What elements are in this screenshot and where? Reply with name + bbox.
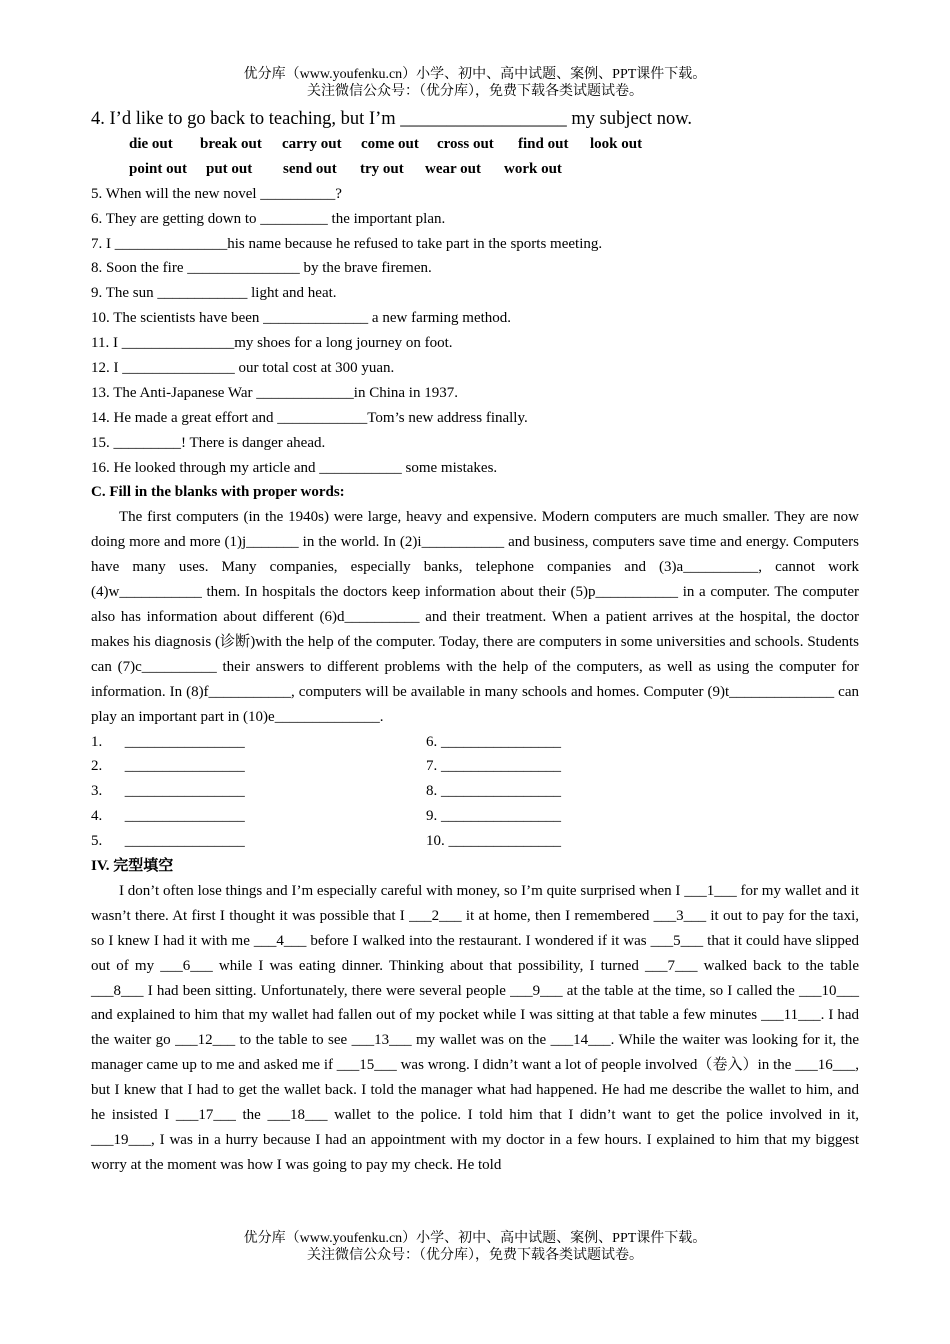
footer-line-2: 关注微信公众号：（优分库），免费下载各类试题试卷。 — [307, 1248, 643, 1263]
answer-line: 1. ________________ — [91, 733, 245, 750]
question-item: 8. Soon the fire _______________ by the brave firemen. — [91, 260, 432, 277]
question-item: 5. When will the new novel __________? — [91, 185, 342, 202]
answer-line: 3. ________________ — [91, 783, 245, 800]
phrase-item: die out — [129, 136, 173, 152]
phrase-item: wear out — [425, 160, 481, 177]
answer-line: 10. _______________ — [426, 833, 561, 850]
phrase-item: come out — [361, 136, 419, 152]
phrase-item: put out — [206, 160, 253, 177]
question-item: 10. The scientists have been ______________ a new farming method. — [91, 310, 512, 327]
phrase-item: carry out — [282, 136, 342, 152]
phrase-item: cross out — [437, 136, 494, 152]
question-4: 4. I’d like to go back to teaching, but I’m __________________ my subject now. — [91, 109, 692, 129]
answer-grid — [91, 730, 859, 855]
question-item: 11. I _______________my shoes for a long journey on foot. — [91, 335, 453, 352]
section-c-title: C. Fill in the blanks with proper words: — [91, 484, 345, 501]
page-footer — [0, 1230, 950, 1264]
phrase-item: look out — [590, 136, 643, 152]
answer-line: 9. ________________ — [426, 808, 561, 825]
answer-line: 5. ________________ — [91, 833, 245, 850]
answer-line: 4. ________________ — [91, 808, 245, 825]
question-item: 14. He made a great effort and ____________Tom’s new address finally. — [91, 409, 528, 426]
phrase-item: try out — [360, 160, 404, 177]
page-header — [0, 66, 950, 100]
header-line-1: 优分库（www.youfenku.cn）小学、初中、高中试题、案例、PPT课件下载。 — [243, 67, 707, 82]
section-iv-passage: I don’t often lose things and I’m especially careful with money, so I’m quite surprised when I ___1___ for my wallet and it wasn’t there. At first I thought it was possible that I ___2___ it at home, then I remembered ___3___ it out to pay for the taxi, so I knew I had it with me ___4___ before I walked into the restaurant. I wondered if it was ___5___ that it could have slipped out of my ___6___ while I was eating dinner. Thinking about that possibility, I turned ___7___ walked back to the table ___8___ I had been sitting. Unfortunately, there were several people ___9___ at the table at the time, so I called the ___10___ and explained to him that my wallet had fallen out of my pocket while I was sitting at that table a few minutes ___11___. I had the waiter go ___12___ to the table to see ___13___ my wallet was on the ___14___. While the waiter was looking for it, the manager came up to me and asked me if ___15___ was wrong. I didn’t want a lot of people involved（卷入）in the ___16___, but I knew that I had to get the wallet back. I told the manager what had happened. He had me describe the wallet to him, and he insisted I ___17___ the ___18___ wallet to the police. I told him that I didn’t want to get the police involved in it, ___19___, I was in a hurry because I had an appointment with my doctor in a few hours. I explained to him that my biggest worry at the moment was how I was going to pay my check. He told — [91, 882, 859, 1173]
question-item: 16. He looked through my article and ___________ some mistakes. — [91, 459, 498, 476]
answer-line: 6. ________________ — [426, 733, 561, 750]
section-c-passage: The first computers (in the 1940s) were large, heavy and expensive. Modern computers are much smaller. They are now doing more and more (1)j_______ in the world. In (2)i___________ and business, computers save time and energy. Computers have many uses. Many companies, especially banks, telephone companies and (3)a__________, cannot work (4)w___________ them. In hospitals the doctors keep information about their (5)p___________ in a computer. The computer also has information about different (6)d__________ and their treatment. When a patient arrives at the hospital, the doctor makes his diagnosis (诊断)with the help of the computer. Today, there are computers in some universities and schools. Students can (7)c__________ their answers to different problems with the help of the computers, as well as using the computer for information. In (8)f___________, computers will be available in many schools and homes. Computer (9)t______________ can play an important part in (10)e______________. — [91, 509, 859, 725]
footer-line-1: 优分库（www.youfenku.cn）小学、初中、高中试题、案例、PPT课件下载。 — [243, 1231, 707, 1246]
answer-line: 8. ________________ — [426, 783, 561, 800]
document-body — [91, 106, 859, 1178]
section-iv-title: IV. 完型填空 — [91, 858, 174, 875]
question-item: 6. They are getting down to _________ the important plan. — [91, 210, 446, 227]
answer-line: 2. ________________ — [91, 758, 245, 775]
header-line-2: 关注微信公众号：（优分库），免费下载各类试题试卷。 — [307, 84, 643, 99]
question-item: 7. I _______________his name because he refused to take part in the sports meeting. — [91, 235, 603, 252]
question-item: 15. _________! There is danger ahead. — [91, 434, 326, 451]
phrase-bank-row-2 — [91, 157, 859, 182]
answer-line: 7. ________________ — [426, 758, 561, 775]
phrase-item: find out — [518, 136, 569, 152]
phrase-item: break out — [200, 136, 262, 152]
phrase-bank-row-1 — [91, 132, 859, 157]
question-item: 9. The sun ____________ light and heat. — [91, 285, 337, 302]
phrase-item: send out — [283, 160, 337, 177]
question-item: 12. I _______________ our total cost at 300 yuan. — [91, 360, 395, 377]
question-item: 13. The Anti-Japanese War _____________in China in 1937. — [91, 384, 458, 401]
phrase-item: work out — [504, 160, 562, 177]
phrase-item: point out — [129, 160, 187, 177]
